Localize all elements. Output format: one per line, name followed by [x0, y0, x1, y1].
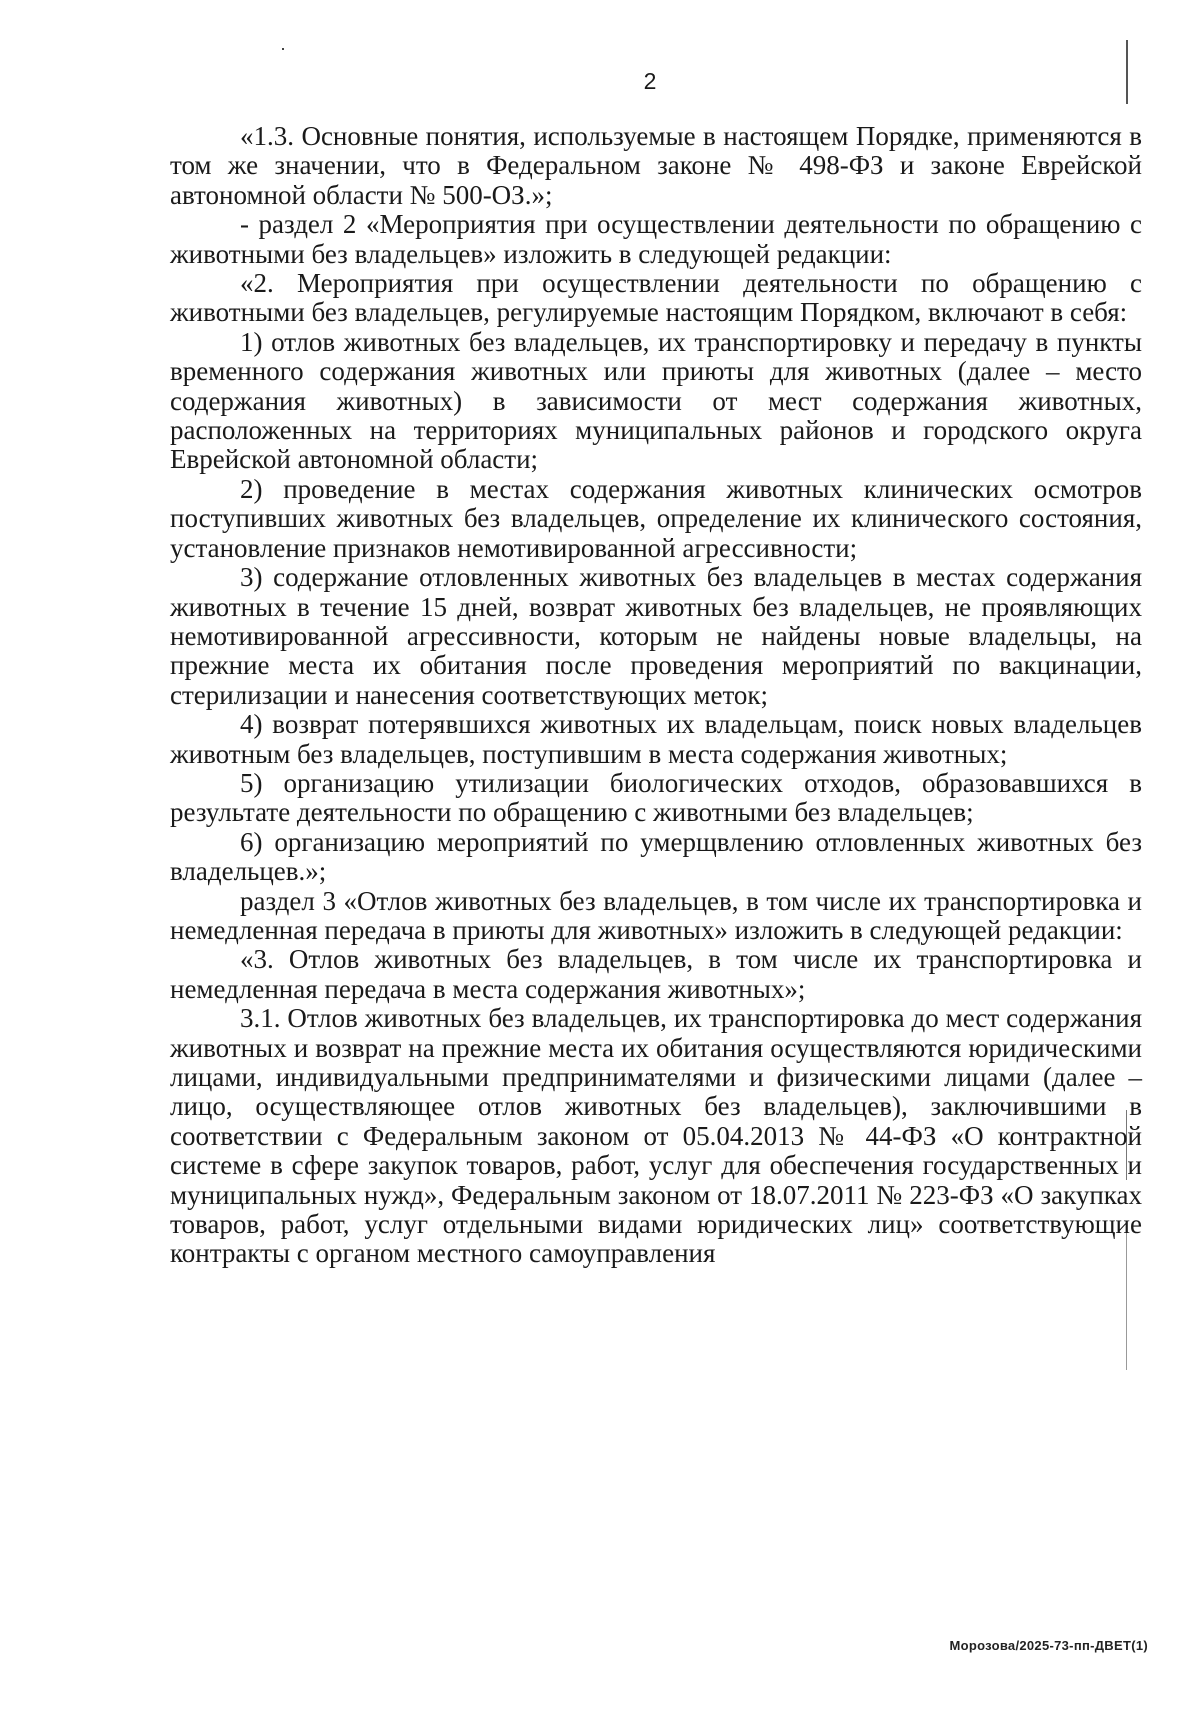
- document-footer-code: Морозова/2025-73-пп-ДВЕТ(1): [949, 1638, 1148, 1653]
- paragraph-3-1: 3.1. Отлов животных без владельцев, их транспортировка до мест содержания животных и возврат на прежние места их обитания осуществляются юридическими лицами, индивидуальными предпринимателями и физическими лицами (далее – лицо, осуществляющее отлов животных без владельцев), заключившими в соответствии с Федеральным законом от 05.04.2013 № 44-ФЗ «О контрактной системе в сфере закупок товаров, работ, услуг для обеспечения государственных и муниципальных нужд», Федеральным законом от 18.07.2011 № 223-ФЗ «О закупках товаров, работ, услуг отдельными видами юридических лиц» соответствующие контракты с органом местного самоуправления: [170, 1003, 1142, 1269]
- paragraph-1-3: «1.3. Основные понятия, используемые в настоящем Порядке, применяются в том же значении, что в Федеральном законе № 498-ФЗ и законе Еврейской автономной области № 500-ОЗ.»;: [170, 121, 1142, 210]
- paragraph-section-3-intro: раздел 3 «Отлов животных без владельцев, в том числе их транспортировка и немедленная передача в приюты для животных» изложить в следующей редакции:: [170, 885, 1142, 945]
- list-item-2: 2) проведение в местах содержания животных клинических осмотров поступивших животных без владельцев, определение их клинического состояния, установление признаков немотивированной агрессивности;: [170, 473, 1142, 563]
- paragraph-section-2: «2. Мероприятия при осуществлении деятельности по обращению с животными без владельцев, регулируемые настоящим Порядком, включают в себя:: [170, 268, 1142, 328]
- paragraph-section-2-intro: - раздел 2 «Мероприятия при осуществлении деятельности по обращению с животными без владельцев» изложить в следующей редакции:: [170, 209, 1142, 269]
- list-item-6: 6) организацию мероприятий по умерщвлению отловленных животных без владельцев.»;: [170, 826, 1142, 887]
- document-body: [170, 122, 1142, 1269]
- list-item-1: 1) отлов животных без владельцев, их транспортировку и передачу в пункты временного содержания животных или приюты для животных (далее – место содержания животных) в зависимости от мест содержания животных, расположенных на территориях муниципальных районов и городского округа Еврейской автономной области;: [170, 326, 1142, 475]
- list-item-5: 5) организацию утилизации биологических отходов, образовавшихся в результате деятельности по обращению с животными без владельцев;: [170, 767, 1142, 828]
- list-item-4: 4) возврат потерявшихся животных их владельцам, поиск новых владельцев животным без владельцев, поступившим в места содержания животных;: [170, 709, 1142, 769]
- list-item-3: 3) содержание отловленных животных без владельцев в местах содержания животных в течение 15 дней, возврат животных без владельцев, не проявляющих немотивированной агрессивности, которым не найдены новые владельцы, на прежние места их обитания после проведения мероприятий по вакцинации, стерилизации и нанесения соответствующих меток;: [170, 562, 1142, 710]
- page-number: 2: [643, 68, 657, 94]
- paragraph-section-3-title: «3. Отлов животных без владельцев, в том числе их транспортировка и немедленная передача в места содержания животных»;: [170, 944, 1142, 1004]
- scan-artifact: [282, 48, 284, 50]
